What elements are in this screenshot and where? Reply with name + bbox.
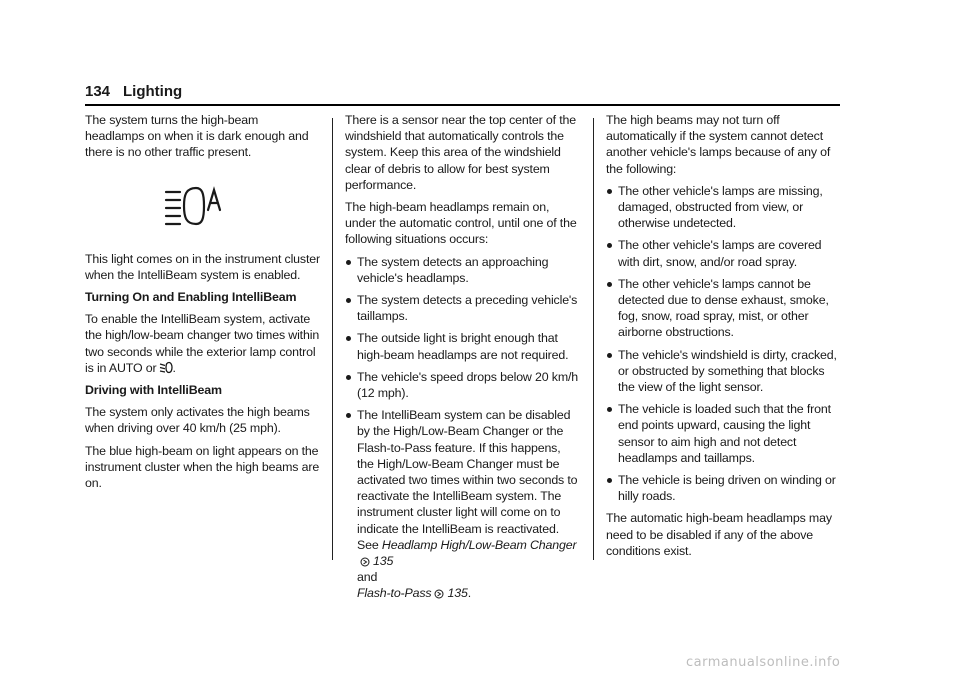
period: . [467,586,472,601]
paragraph: This light comes on in the instrument cluster when the IntelliBeam system is enabled. [85,251,320,282]
list-item: The outside light is bright enough that high-beam headlamps are not required. [345,330,580,362]
section-title: Lighting [123,83,183,100]
paragraph [85,311,320,376]
paragraph: The high beams may not turn off automatically if the system cannot detect another vehicle's lamps because of any of the following: [606,113,831,176]
cross-reference-link[interactable]: Flash-to-Pass [357,586,432,601]
list-item: The vehicle is loaded such that the front end points upward, causing the light sensor to aim high and not detect headlamps and taillamps. [606,401,841,466]
list-item: The vehicle's speed drops below 20 km/h (12 mph). [345,369,580,401]
subheading: Turning On and Enabling IntelliBeam [85,290,297,305]
bullet-list [606,183,841,505]
paragraph: The blue high-beam on light appears on the instrument cluster when the high beams are on. [85,443,320,491]
list-item: The other vehicle's lamps cannot be detected due to dense exhaust, smoke, fog, snow, road spray, mist, or other airborne obstructions. [606,276,841,341]
header-rule [85,104,840,106]
page-reference-icon [360,557,370,567]
paragraph: The automatic high-beam headlamps may need to be disabled if any of the above conditions exist. [606,511,832,558]
page-reference[interactable]: 135 [373,554,394,569]
paragraph: The system only activates the high beams when driving over 40 km/h (25 mph). [85,405,310,436]
cross-reference-link[interactable]: Headlamp High/Low-Beam Changer [381,537,577,552]
page-reference-icon [434,589,444,599]
subheading: Driving with IntelliBeam [85,383,222,398]
list-item: The other vehicle's lamps are missing, damaged, obstructed from view, or otherwise undetected. [606,183,841,232]
page-reference[interactable]: 135 [447,586,468,601]
list-item: The vehicle is being driven on winding or hilly roads. [606,472,841,504]
list-item: The system detects a preceding vehicle's taillamps. [345,292,580,324]
page-number: 134 [85,83,111,100]
conjunction: and [357,570,378,585]
paragraph: The system turns the high-beam headlamps on when it is dark enough and there is no other traffic present. [85,113,309,160]
column-2 [345,112,580,608]
list-item: The vehicle's windshield is dirty, cracked, or obstructed by something that blocks the view of the light sensor. [606,347,841,396]
bullet-list [345,254,580,602]
paragraph: The high-beam headlamps remain on, under the automatic control, until one of the following situations occurs: [345,200,577,247]
list-item: The system detects an approaching vehicle's headlamps. [345,254,580,286]
period: . [172,360,176,375]
page-header [85,83,840,105]
column-divider [593,118,594,560]
column-divider [332,118,333,560]
list-item [345,407,580,601]
column-1 [85,112,320,497]
intellibeam-icon [160,183,232,229]
list-item-text: The IntelliBeam system can be disabled by the High/Low-Beam Changer or the Flash-to-Pass feature. If this happens, the High/Low-Beam Changer must be activated two times within two seconds to reactivate the IntelliBeam system. The instrument cluster light will come on to indicate the IntelliBeam is reactivated. See [357,408,578,552]
column-3 [606,112,841,565]
watermark: carmanualsonline.info [686,655,841,670]
list-item: The other vehicle's lamps are covered with dirt, snow, and/or road spray. [606,237,841,269]
paragraph-text: To enable the IntelliBeam system, activate the high/low-beam changer two times within two seconds while the exterior lamp control is in AUTO or [85,312,320,375]
paragraph: There is a sensor near the top center of the windshield that automatically controls the system. Keep this area of the windshield clear of debris to allow for best system performance. [345,113,577,192]
low-beam-icon [159,361,173,374]
